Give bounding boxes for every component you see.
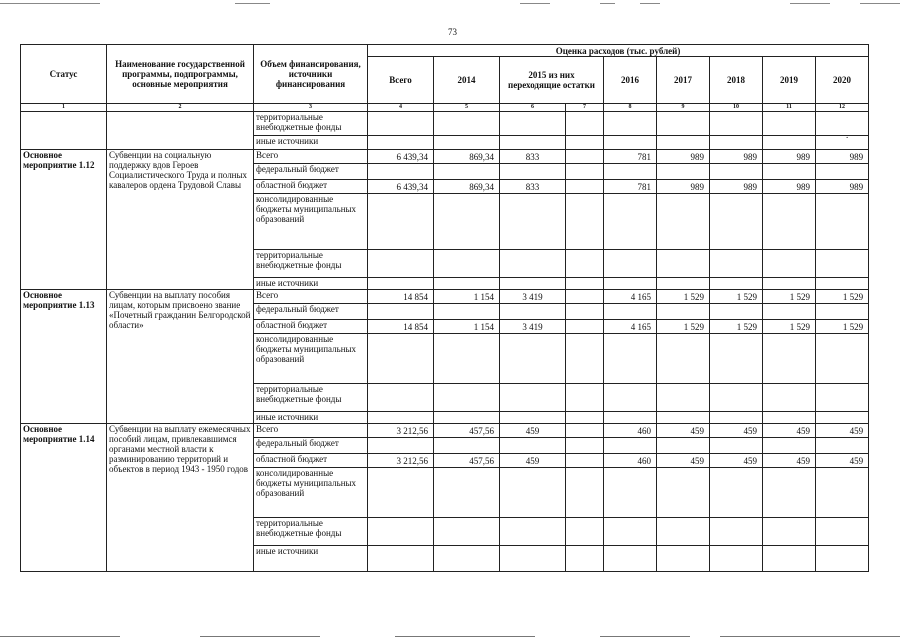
column-number: 6 <box>500 104 566 112</box>
page-number: 73 <box>448 27 457 37</box>
header-estimate: Оценка расходов (тыс. рублей) <box>368 45 869 57</box>
value-cell: 459 <box>710 454 763 468</box>
value-cell: 4 165 <box>604 320 657 334</box>
column-number: 5 <box>434 104 500 112</box>
source-regional: областной бюджет <box>254 320 368 334</box>
column-number: 3 <box>254 104 368 112</box>
source-offbudget: территориальные внебюджетные фонды <box>254 518 368 546</box>
value-cell: 459 <box>816 424 869 438</box>
value-cell <box>566 454 604 468</box>
value-cell: 459 <box>657 424 710 438</box>
status-cell: Основное мероприятие 1.14 <box>21 424 107 572</box>
value-cell: 1 529 <box>657 290 710 304</box>
name-cell: Субвенции на социальную поддержку вдов Героев Социалистического Труда и полных кавалеров ордена Трудовой Славы <box>107 150 254 290</box>
value-cell: 460 <box>604 424 657 438</box>
header-year-2019: 2019 <box>763 57 816 104</box>
value-cell: 989 <box>763 180 816 194</box>
bottom-edge-line <box>395 636 535 637</box>
header-year-2018: 2018 <box>710 57 763 104</box>
source-total: Всего <box>254 290 368 304</box>
source-municipal: консолидированные бюджеты муниципальных образований <box>254 468 368 518</box>
value-cell: 1 529 <box>763 290 816 304</box>
header-volume: Объем финансирования, источники финансирования <box>254 45 368 104</box>
bottom-edge-line <box>720 636 900 637</box>
value-cell: 989 <box>657 150 710 164</box>
value-cell: 989 <box>710 150 763 164</box>
value-cell: 1 529 <box>763 320 816 334</box>
source-federal: федеральный бюджет <box>254 304 368 320</box>
value-cell: 833 <box>500 150 566 164</box>
value-cell <box>566 290 604 304</box>
header-total: Всего <box>368 57 434 104</box>
source-total: Всего <box>254 424 368 438</box>
value-cell: 3 419 <box>500 320 566 334</box>
value-cell: 1 529 <box>816 320 869 334</box>
value-cell: 6 439,34 <box>368 150 434 164</box>
header-status: Статус <box>21 45 107 104</box>
value-cell: 459 <box>763 454 816 468</box>
column-number: 1 <box>21 104 107 112</box>
name-cell <box>107 112 254 150</box>
bottom-edge-line <box>200 636 320 637</box>
source-offbudget: территориальные внебюджетные фонды <box>254 384 368 412</box>
header-year-2014: 2014 <box>434 57 500 104</box>
table-row <box>21 112 869 136</box>
header-row <box>21 45 869 57</box>
value-cell: 459 <box>500 454 566 468</box>
top-edge-line <box>860 3 900 4</box>
value-cell: 14 854 <box>368 320 434 334</box>
header-year-2020: 2020 <box>816 57 869 104</box>
header-year-2016: 2016 <box>604 57 657 104</box>
value-cell: 1 529 <box>710 320 763 334</box>
value-cell: 459 <box>763 424 816 438</box>
header-year-2015: 2015 из них переходящие остатки <box>500 57 604 104</box>
column-number-row <box>21 104 869 112</box>
status-cell: Основное мероприятие 1.12 <box>21 150 107 290</box>
value-cell: 14 854 <box>368 290 434 304</box>
value-cell: 3 212,56 <box>368 424 434 438</box>
value-cell <box>566 320 604 334</box>
value-cell: 457,56 <box>434 424 500 438</box>
name-cell: Субвенции на выплату пособия лицам, которым присвоено звание «Почетный гражданин Белгородской области» <box>107 290 254 424</box>
source-other: иные источники <box>254 546 368 572</box>
column-number: 11 <box>763 104 816 112</box>
header-program-name: Наименование государственной программы, подпрограммы, основные мероприятия <box>107 45 254 104</box>
source-municipal: консолидированные бюджеты муниципальных образований <box>254 334 368 384</box>
value-cell: 4 165 <box>604 290 657 304</box>
source-regional: областной бюджет <box>254 454 368 468</box>
table-row <box>21 290 869 304</box>
top-edge-line <box>600 3 615 4</box>
value-cell: 1 529 <box>657 320 710 334</box>
value-cell: 989 <box>763 150 816 164</box>
source-municipal: консолидированные бюджеты муниципальных образований <box>254 194 368 250</box>
value-cell: 460 <box>604 454 657 468</box>
value-cell: 457,56 <box>434 454 500 468</box>
column-number: 9 <box>657 104 710 112</box>
value-cell <box>566 150 604 164</box>
source-federal: федеральный бюджет <box>254 164 368 180</box>
value-cell: 989 <box>657 180 710 194</box>
value-cell: 459 <box>816 454 869 468</box>
value-cell <box>566 180 604 194</box>
top-edge-line <box>790 3 830 4</box>
name-cell: Субвенции на выплату ежемесячных пособий лицам, привлекавшимся органами местной власти к разминированию территорий и объектов в период 1943 - 1950 годов <box>107 424 254 572</box>
top-edge-line <box>640 3 660 4</box>
value-cell: 3 419 <box>500 290 566 304</box>
table-row <box>21 424 869 438</box>
value-cell: 989 <box>816 180 869 194</box>
value-cell: 781 <box>604 150 657 164</box>
column-number: 7 <box>566 104 604 112</box>
value-cell: 1 529 <box>816 290 869 304</box>
source-offbudget: территориальные внебюджетные фонды <box>254 250 368 278</box>
source-federal: федеральный бюджет <box>254 438 368 454</box>
stray-mark: . <box>846 130 849 140</box>
source-total: Всего <box>254 150 368 164</box>
top-edge-line <box>520 3 550 4</box>
status-cell <box>21 112 107 150</box>
source-other: иные источники <box>254 136 368 150</box>
source-other: иные источники <box>254 412 368 424</box>
value-cell: 781 <box>604 180 657 194</box>
value-cell: 1 529 <box>710 290 763 304</box>
header-year-2017: 2017 <box>657 57 710 104</box>
value-cell: 869,34 <box>434 150 500 164</box>
value-cell: 869,34 <box>434 180 500 194</box>
value-cell: 989 <box>710 180 763 194</box>
value-cell: 6 439,34 <box>368 180 434 194</box>
value-cell: 1 154 <box>434 320 500 334</box>
table-row <box>21 150 869 164</box>
value-cell: 459 <box>710 424 763 438</box>
source-offbudget: территориальные внебюджетные фонды <box>254 112 368 136</box>
value-cell: 459 <box>500 424 566 438</box>
top-edge-line <box>0 3 100 4</box>
column-number: 2 <box>107 104 254 112</box>
column-number: 10 <box>710 104 763 112</box>
status-cell: Основное мероприятие 1.13 <box>21 290 107 424</box>
value-cell: 833 <box>500 180 566 194</box>
source-regional: областной бюджет <box>254 180 368 194</box>
value-cell: 1 154 <box>434 290 500 304</box>
value-cell: 989 <box>816 150 869 164</box>
value-cell <box>566 424 604 438</box>
value-cell: 459 <box>657 454 710 468</box>
column-number: 4 <box>368 104 434 112</box>
budget-table <box>20 44 869 572</box>
bottom-edge-line <box>600 636 690 637</box>
top-edge-line <box>235 3 270 4</box>
bottom-edge-line <box>0 636 120 637</box>
column-number: 12 <box>816 104 869 112</box>
column-number: 8 <box>604 104 657 112</box>
value-cell: 3 212,56 <box>368 454 434 468</box>
source-other: иные источники <box>254 278 368 290</box>
